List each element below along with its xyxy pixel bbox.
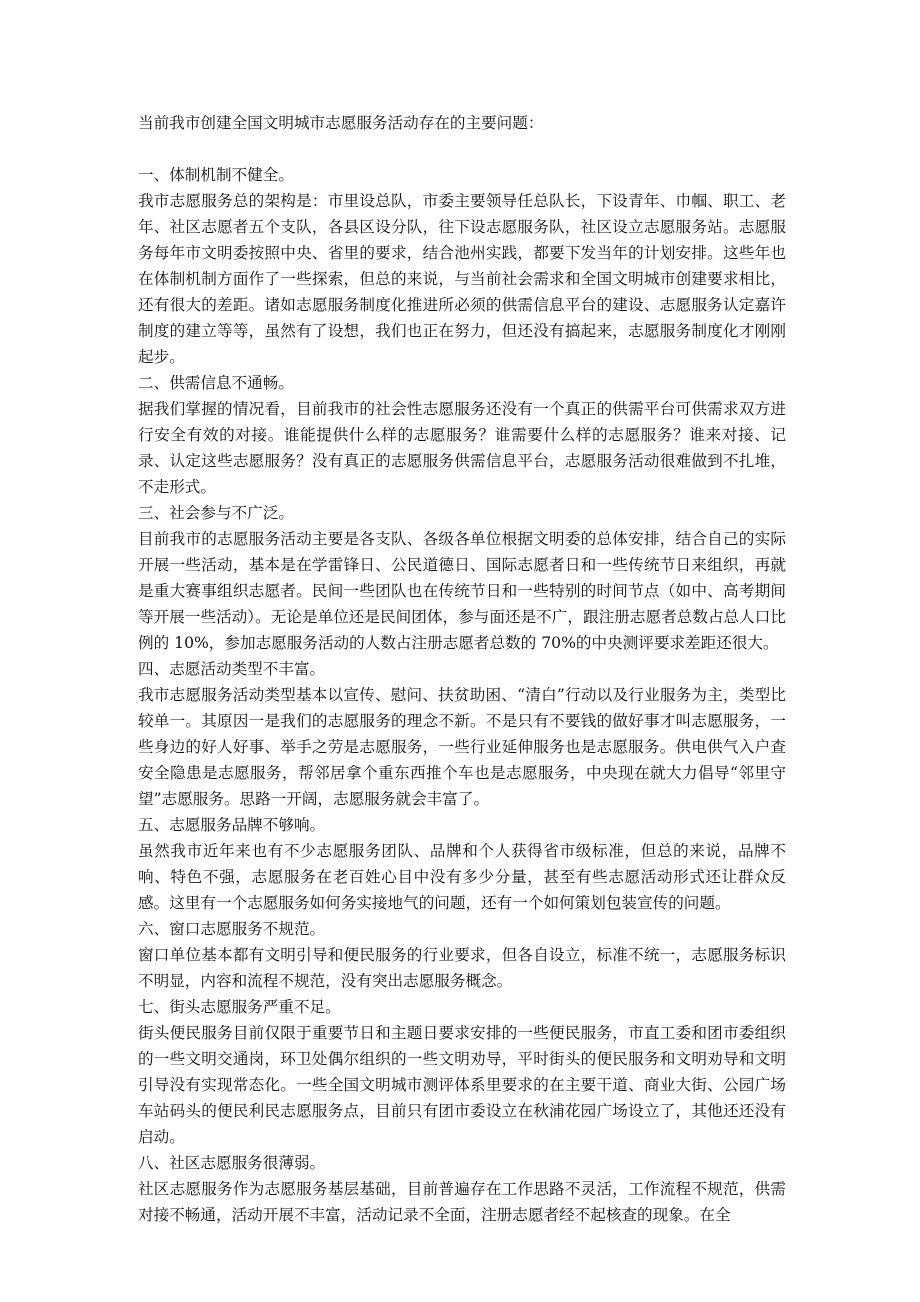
document-title: 当前我市创建全国文明城市志愿服务活动存在的主要问题： — [138, 114, 544, 132]
section-1-heading: 一、体制机制不健全。 — [138, 166, 294, 184]
section-4-body: 我市志愿服务活动类型基本以宣传、慰问、扶贫助困、“清白”行动以及行业服务为主，类型比较单一。其原因一是我们的志愿服务的理念不新。不是只有不要钱的做好事才叫志愿服务，一些身边的好人好事、举手之劳是志愿服务，一些行业延伸服务也是志愿服务。供电供气入户查安全隐患是志愿服务，帮邻居拿个重东西推个车也是志愿服务，中央现在就大力倡导“邻里守望”志愿服务。思路一开阔，志愿服务就会丰富了。 — [138, 686, 786, 808]
section-2-heading: 二、供需信息不通畅。 — [138, 374, 294, 392]
section-3-body: 目前我市的志愿服务活动主要是各支队、各级各单位根据文明委的总体安排，结合自己的实际开展一些活动，基本是在学雷锋日、公民道德日、国际志愿者日和一些传统节日来组织，再就是重大赛事组织志愿者。民间一些团队也在传统节日和一些特别的时间节点（如中、高考期间等开展一些活动）。无论是单位还是民间团体，参与面还是不广，跟注册志愿者总数占总人口比例的 10%，参加志愿服务活动的人数占注册志愿者总数的 70%的中央测评要求差距还很大。 — [138, 530, 786, 652]
section-6-heading: 六、窗口志愿服务不规范。 — [138, 920, 326, 938]
section-1-body: 我市志愿服务总的架构是：市里设总队，市委主要领导任总队长，下设青年、巾帼、职工、老年、社区志愿者五个支队，各县区设分队，往下设志愿服务队，社区设立志愿服务站。志愿服务每年市文明委按照中央、省里的要求，结合池州实践，都要下发当年的计划安排。这些年也在体制机制方面作了一些探索，但总的来说，与当前社会需求和全国文明城市创建要求相比，还有很大的差距。诸如志愿服务制度化推进所必须的供需信息平台的建设、志愿服务认定嘉许制度的建立等等，虽然有了设想，我们也正在努力，但还没有搞起来，志愿服务制度化才刚刚起步。 — [138, 192, 786, 366]
section-5-body: 虽然我市近年来也有不少志愿服务团队、品牌和个人获得省市级标准，但总的来说，品牌不响、特色不强，志愿服务在老百姓心目中没有多少分量，甚至有些志愿活动形式还让群众反感。这里有一个志愿服务如何务实接地气的问题，还有一个如何策划包装宣传的问题。 — [138, 842, 786, 912]
section-7-body: 街头便民服务目前仅限于重要节日和主题日要求安排的一些便民服务，市直工委和团市委组织的一些文明交通岗，环卫处偶尔组织的一些文明劝导，平时街头的便民服务和文明劝导和文明引导没有实现常态化。一些全国文明城市测评体系里要求的在主要干道、商业大街、公园广场车站码头的便民利民志愿服务点，目前只有团市委设立在秋浦花园广场设立了，其他还还没有启动。 — [138, 1024, 786, 1146]
section-2-body: 据我们掌握的情况看，目前我市的社会性志愿服务还没有一个真正的供需平台可供需求双方进行安全有效的对接。谁能提供什么样的志愿服务？谁需要什么样的志愿服务？谁来对接、记录、认定这些志愿服务？没有真正的志愿服务供需信息平台，志愿服务活动很难做到不扎堆，不走形式。 — [138, 400, 786, 496]
section-4-heading: 四、志愿活动类型不丰富。 — [138, 660, 326, 678]
section-6-body: 窗口单位基本都有文明引导和便民服务的行业要求，但各自设立，标准不统一，志愿服务标识不明显，内容和流程不规范，没有突出志愿服务概念。 — [138, 946, 786, 990]
section-8-heading: 八、社区志愿服务很薄弱。 — [138, 1154, 326, 1172]
blank-line — [138, 136, 786, 162]
section-5-heading: 五、志愿服务品牌不够响。 — [138, 816, 326, 834]
document-page — [138, 110, 786, 1228]
section-7-heading: 七、街头志愿服务严重不足。 — [138, 998, 341, 1016]
section-8-body: 社区志愿服务作为志愿服务基层基础，目前普遍存在工作思路不灵活，工作流程不规范，供需对接不畅通，活动开展不丰富，活动记录不全面，注册志愿者经不起核查的现象。在全 — [138, 1180, 786, 1224]
section-3-heading: 三、社会参与不广泛。 — [138, 504, 294, 522]
